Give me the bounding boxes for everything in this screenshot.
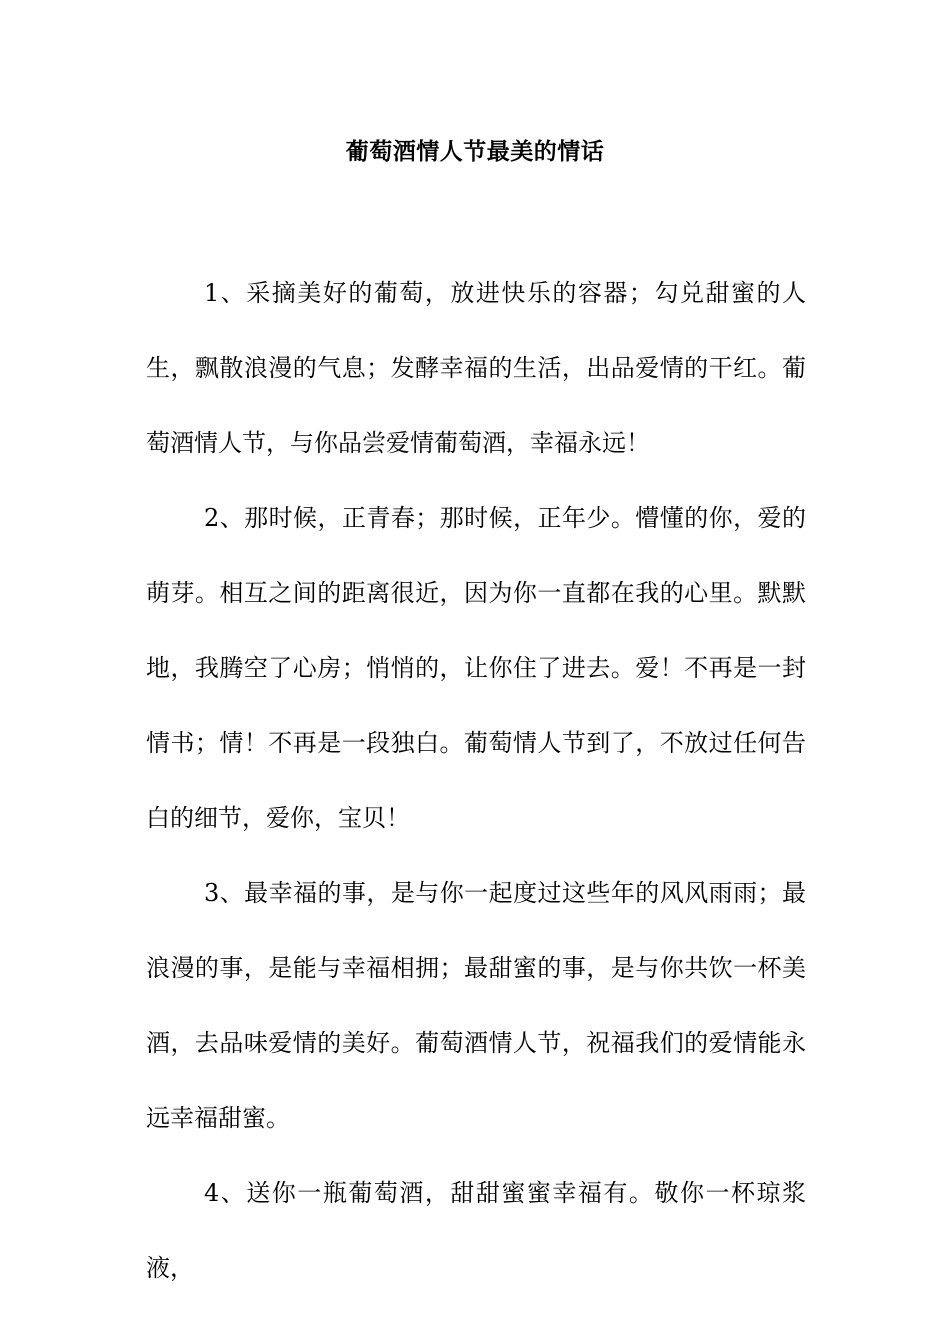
paragraph-4: 4、送你一瓶葡萄酒，甜甜蜜蜜幸福有。敬你一杯琼浆液，	[146, 1179, 806, 1282]
paragraph-3: 3、最幸福的事，是与你一起度过这些年的风风雨雨；最浪漫的事，是能与幸福相拥；最甜蜜的事，是与你共饮一杯美酒，去品味爱情的美好。葡萄酒情人节，祝福我们的爱情能永远幸福甜蜜。	[146, 879, 806, 1132]
paragraph-2: 2、那时候，正青春；那时候，正年少。懵懂的你，爱的萌芽。相互之间的距离很近，因为你一直都在我的心里。默默地，我腾空了心房；悄悄的，让你住了进去。爱！不再是一封情书；情！不再是一段独白。葡萄情人节到了，不放过任何告白的细节，爱你，宝贝！	[146, 504, 806, 832]
document-body	[146, 256, 806, 1306]
paragraph-1: 1、采摘美好的葡萄，放进快乐的容器；勾兑甜蜜的人生，飘散浪漫的气息；发酵幸福的生活，出品爱情的干红。葡萄酒情人节，与你品尝爱情葡萄酒，幸福永远！	[146, 279, 806, 457]
document-title: 葡萄酒情人节最美的情话	[345, 138, 605, 165]
